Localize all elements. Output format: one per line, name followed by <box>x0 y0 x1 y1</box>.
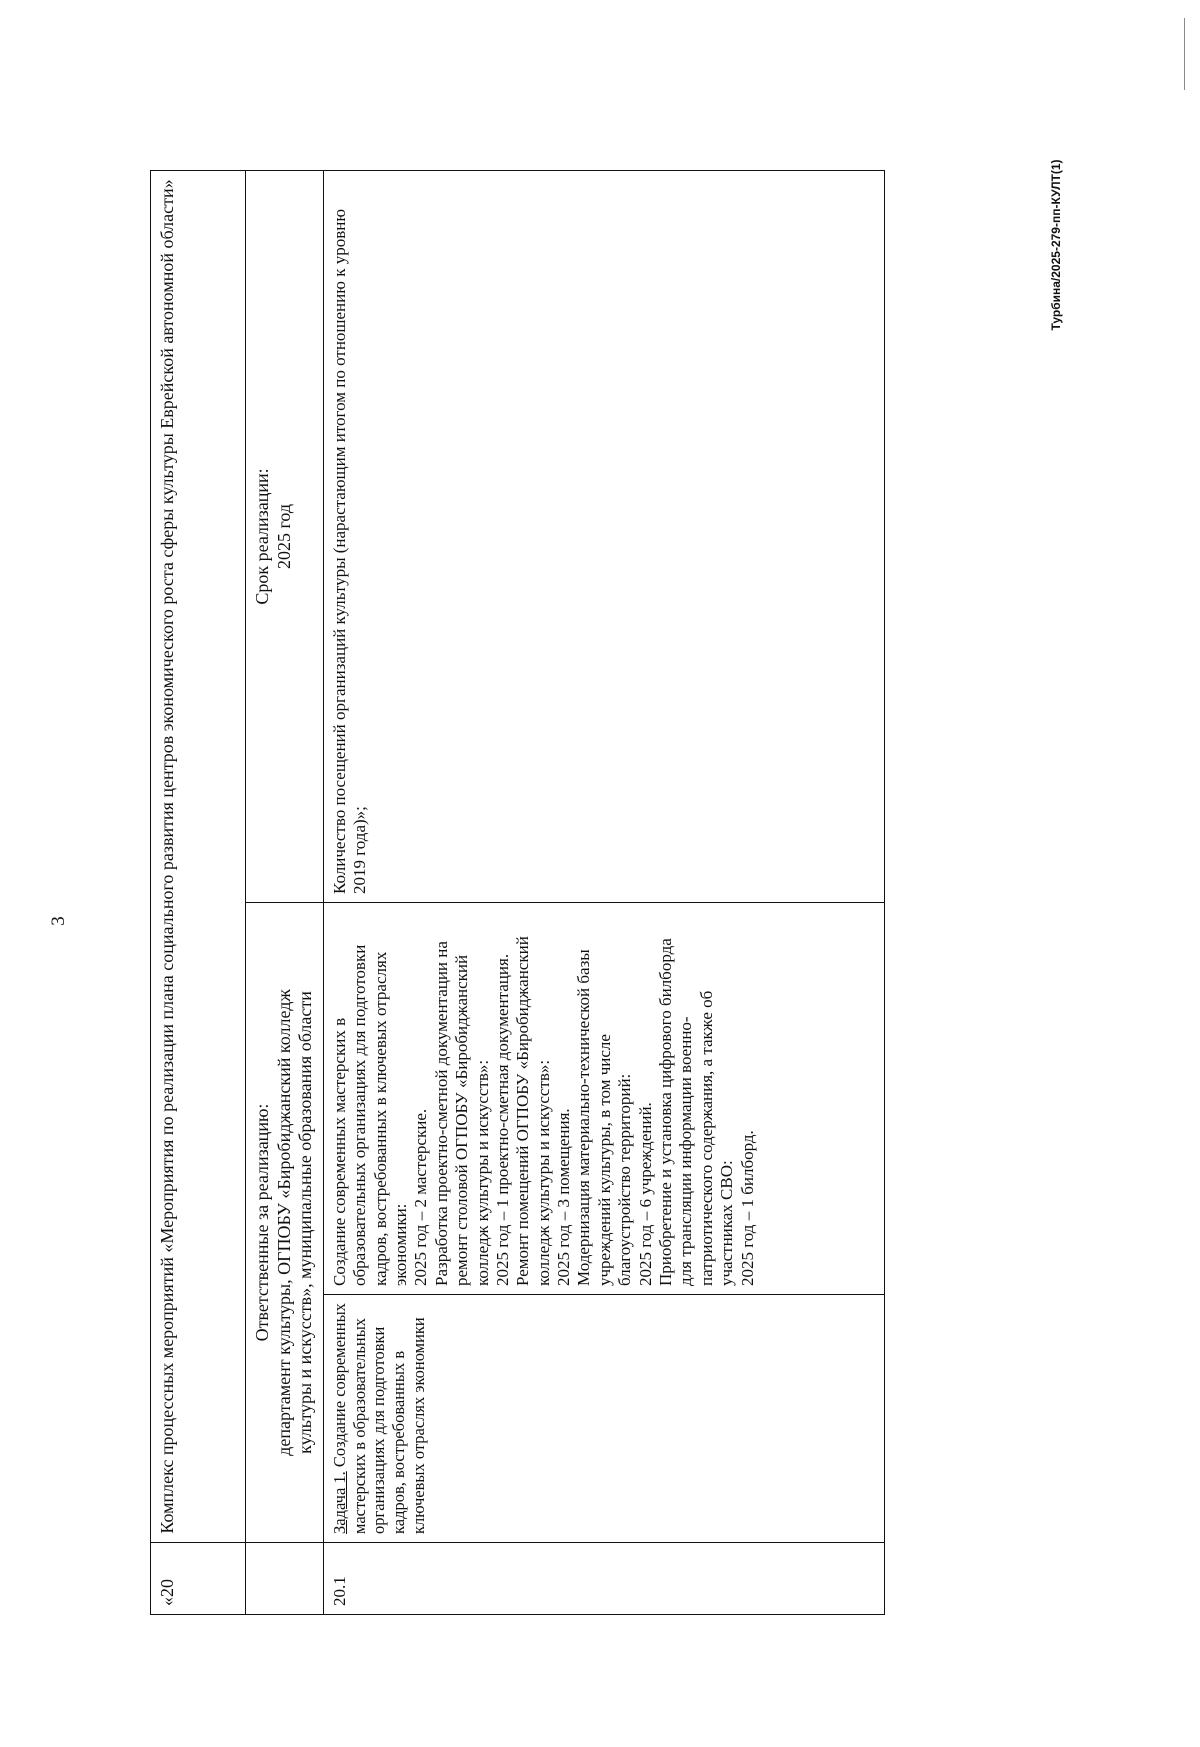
event-line: 2025 год – 6 учреждений. <box>635 1102 655 1286</box>
task-label: Задача 1. <box>329 1471 349 1534</box>
event-line: 2025 год – 3 помещения. <box>554 1108 574 1286</box>
rotated-table-sheet <box>150 170 885 1615</box>
deadline-label: Срок реализации: <box>252 468 272 605</box>
deadline-cell <box>246 171 324 903</box>
task-text: Создание современных мастерских в образовательных организациях для подготовки кадров, востребованных в ключевых отраслях экономики <box>329 1303 428 1534</box>
table-header-row <box>151 171 246 1615</box>
event-line: Создание современных мастерских в образовательных организациях для подготовки кадров, востребованных в ключевых отраслях экономики: <box>329 944 410 1286</box>
row-number: 20.1 <box>323 1543 884 1615</box>
event-line: 2025 год – 1 билборд. <box>737 1130 757 1286</box>
responsible-label: Ответственные за реализацию: <box>252 1103 272 1342</box>
task-cell <box>323 1295 884 1543</box>
deadline-value: 2025 год <box>273 503 294 570</box>
measures-table <box>150 170 885 1615</box>
section-title: Комплекс процессных мероприятий «Мероприятия по реализации плана социального развития центров экономического роста сферы культуры Еврейской автономной области» <box>151 171 246 1543</box>
responsible-cell <box>246 903 324 1543</box>
document-code-text: Турбина/2025-279-пп-КУЛТ(1) <box>1049 159 1063 331</box>
event-line: 2025 год – 1 проектно-сметная документация. <box>492 953 512 1286</box>
event-line: Приобретение и установка цифрового билборда для трансляции информации военно-патриотического содержания, а также об участниках СВО: <box>656 938 737 1286</box>
section-number: «20 <box>151 1543 246 1615</box>
event-line: Модернизация материально-технической базы учреждений культуры, в том числе благоустройство территорий: <box>574 949 635 1286</box>
document-code <box>1041 100 1071 390</box>
responsible-line-1: департамент культуры, ОГПОБУ «Биробиджанский колледж <box>273 989 294 1456</box>
empty-number-cell <box>246 1543 324 1615</box>
page-number: 3 <box>47 916 69 926</box>
event-line: 2025 год – 2 мастерские. <box>411 1108 431 1286</box>
events-cell <box>323 903 884 1295</box>
responsible-row <box>246 171 324 1615</box>
result-indicator-cell: Количество посещений организаций культуры (нарастающим итогом по отношению к уровню 2019 года)»; <box>323 171 884 903</box>
event-line: Разработка проектно-сметной документации на ремонт столовой ОГПОБУ «Биробиджанский колледж культуры и искусств»: <box>431 941 492 1286</box>
responsible-line-2: культуры и искусств», муниципальные образования области <box>295 991 316 1454</box>
event-line: Ремонт помещений ОГПОБУ «Биробиджанский колледж культуры и искусств»: <box>513 936 553 1286</box>
scan-edge-line <box>1184 18 1185 90</box>
table-row <box>323 171 884 1615</box>
